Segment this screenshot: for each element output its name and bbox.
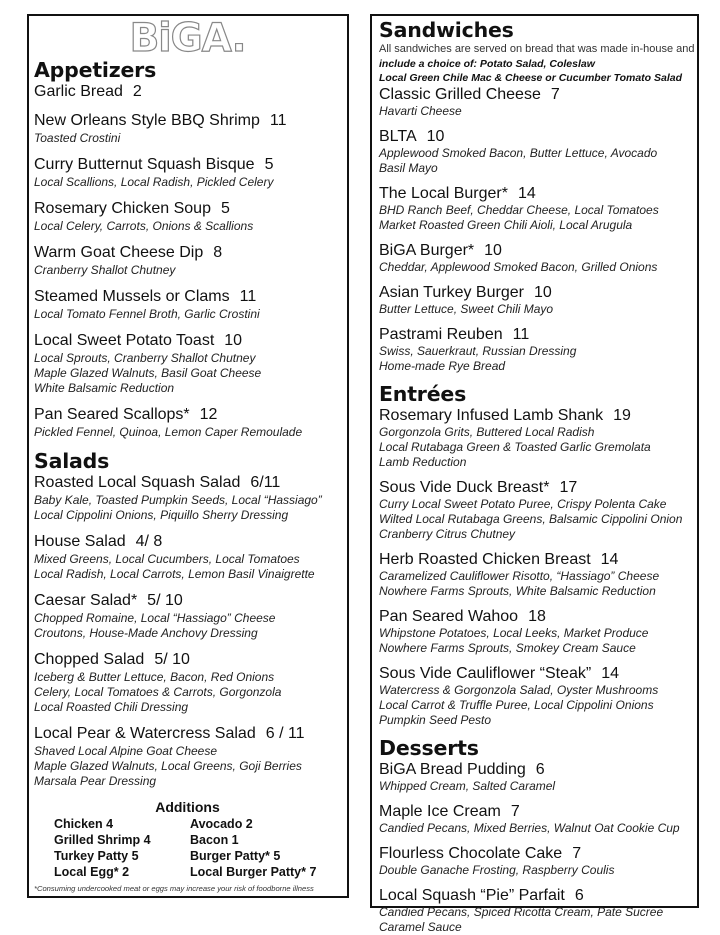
menu-item (379, 325, 691, 374)
menu-item (34, 199, 341, 234)
additions-list (34, 816, 341, 880)
item-description: Local Celery, Carrots, Onions & Scallions (34, 219, 254, 233)
menu-item (379, 241, 691, 275)
item-price: 11 (269, 112, 287, 129)
section-title: Entrées (379, 382, 467, 406)
item-name-line (379, 406, 691, 425)
item-description: Whipstone Potatoes, Local Leeks, Market Produce (379, 626, 649, 640)
menu-item (379, 283, 691, 317)
item-price: 14 (601, 665, 620, 682)
right-menu-panel (370, 14, 699, 934)
item-name: Local Sweet Potato Toast (34, 332, 215, 349)
section-title: Desserts (379, 736, 479, 760)
item-price: 18 (528, 608, 546, 625)
item-description: Watercress & Gorgonzola Salad, Oyster Mushrooms (379, 683, 659, 697)
item-price: 14 (600, 551, 619, 568)
section-sandwiches (379, 18, 695, 374)
menu-item (379, 184, 691, 233)
item-description: Lamb Reduction (379, 455, 467, 469)
menu-item (379, 478, 691, 542)
item-name: Asian Turkey Burger (379, 284, 524, 301)
menu-item (379, 760, 691, 794)
item-name: Steamed Mussels or Clams (34, 288, 230, 305)
item-description: Chopped Romaine, Local “Hassiago” Cheese (34, 611, 276, 625)
item-description: Local Roasted Chili Dressing (34, 700, 189, 714)
item-description: Celery, Local Tomatoes & Carrots, Gorgonzola (34, 685, 282, 699)
item-description: Marsala Pear Dressing (34, 774, 157, 788)
item-name-line (379, 241, 691, 260)
item-price: 19 (613, 407, 631, 424)
item-price: 5/ 10 (147, 592, 183, 609)
item-name-line (34, 532, 341, 552)
addition-item: Chicken 4 (54, 817, 114, 831)
item-name-line (34, 111, 341, 131)
section-entres (379, 382, 691, 728)
item-name: Caesar Salad* (34, 592, 138, 609)
item-name: Pastrami Reuben (379, 326, 503, 343)
item-name: Curry Butternut Squash Bisque (34, 156, 255, 173)
item-description: Nowhere Farms Sprouts, Smokey Cream Sauce (379, 641, 636, 655)
addition-item: Avocado 2 (190, 817, 253, 831)
menu-item (379, 886, 691, 935)
item-price: 11 (512, 326, 530, 343)
item-description: Shaved Local Alpine Goat Cheese (34, 744, 218, 758)
item-name-line (379, 760, 691, 779)
sandwich-note: include a choice of: Potato Salad, Coleslaw (379, 58, 595, 70)
item-price: 4/ 8 (135, 533, 163, 550)
item-description: Home-made Rye Bread (379, 359, 506, 373)
item-name: Rosemary Infused Lamb Shank (379, 407, 604, 424)
item-price: 6 (535, 761, 545, 778)
sandwich-note: All sandwiches are served on bread that was made in-house and (379, 43, 695, 55)
item-description: Wilted Local Rutabaga Greens, Balsamic Cippolini Onion (379, 512, 683, 526)
item-price: 6 / 11 (265, 725, 305, 742)
menu-item (34, 287, 341, 322)
item-description: Local Scallions, Local Radish, Pickled Celery (34, 175, 274, 189)
menu-item (34, 111, 341, 146)
item-description: Butter Lettuce, Sweet Chili Mayo (379, 302, 554, 316)
item-price: 11 (239, 288, 257, 305)
item-description: White Balsamic Reduction (34, 381, 175, 395)
menu-item (379, 406, 691, 470)
item-name-line (34, 155, 341, 175)
item-name-line (34, 243, 341, 263)
item-price: 10 (224, 332, 243, 349)
item-price: 10 (426, 128, 445, 145)
item-price: 2 (132, 83, 142, 100)
menu-item (34, 331, 341, 396)
item-description: Caramel Sauce (379, 920, 462, 934)
item-price: 14 (517, 185, 536, 202)
item-description: Toasted Crostini (34, 131, 121, 145)
item-name: Pan Seared Wahoo (379, 608, 519, 625)
item-description: Havarti Cheese (379, 104, 462, 118)
menu-item (379, 85, 691, 119)
item-price: 7 (572, 845, 582, 862)
menu-item (379, 607, 691, 656)
section-title: Sandwiches (379, 18, 514, 42)
right-sections (379, 18, 695, 935)
item-name: Rosemary Chicken Soup (34, 200, 211, 217)
item-description: Applewood Smoked Bacon, Butter Lettuce, Avocado (379, 146, 658, 160)
item-description: Swiss, Sauerkraut, Russian Dressing (379, 344, 577, 358)
menu-item (379, 802, 691, 836)
item-name-line (34, 650, 341, 670)
item-price: 6 (574, 887, 584, 904)
item-name: The Local Burger* (379, 185, 508, 202)
item-name: Roasted Local Squash Salad (34, 474, 241, 491)
section-desserts (379, 736, 691, 935)
additions-title: Additions (155, 799, 220, 815)
section-salads (34, 449, 341, 789)
item-description: Baby Kale, Toasted Pumpkin Seeds, Local “Hassiago” (34, 493, 322, 507)
item-description: Cheddar, Applewood Smoked Bacon, Grilled Onions (379, 260, 658, 274)
item-description: Cranberry Shallot Chutney (34, 263, 176, 277)
item-name-line (379, 478, 691, 497)
section-appetizers (34, 58, 341, 440)
menu-item (379, 127, 691, 176)
item-name: Maple Ice Cream (379, 803, 501, 820)
item-description: Cranberry Citrus Chutney (379, 527, 516, 541)
addition-item: Turkey Patty 5 (54, 849, 139, 863)
item-price: 5 (264, 156, 274, 173)
item-description: Basil Mayo (379, 161, 438, 175)
addition-item: Local Burger Patty* 7 (190, 865, 317, 879)
menu-item (34, 473, 341, 523)
item-name-line (34, 591, 341, 611)
item-description: Whipped Cream, Salted Caramel (379, 779, 556, 793)
menu-item (34, 82, 341, 102)
item-name: Local Squash “Pie” Parfait (379, 887, 565, 904)
item-price: 12 (199, 406, 218, 423)
item-name: Warm Goat Cheese Dip (34, 244, 204, 261)
menu-item (379, 550, 691, 599)
sandwich-note: Local Green Chile Mac & Cheese or Cucumber Tomato Salad (379, 72, 683, 84)
item-price: 8 (213, 244, 223, 261)
item-price: 6/11 (250, 474, 281, 491)
item-name: BLTA (379, 128, 417, 145)
item-name: Chopped Salad (34, 651, 145, 668)
item-name-line (379, 664, 691, 683)
item-name: Pan Seared Scallops* (34, 406, 190, 423)
item-description: Gorgonzola Grits, Buttered Local Radish (379, 425, 595, 439)
left-sections (34, 58, 341, 789)
item-name-line (34, 724, 341, 744)
item-name-line (379, 607, 691, 626)
item-name-line (379, 85, 691, 104)
addition-item: Grilled Shrimp 4 (54, 833, 151, 847)
item-description: Candied Pecans, Mixed Berries, Walnut Oat Cookie Cup (379, 821, 680, 835)
item-name-line (34, 199, 341, 219)
menu-item (379, 664, 691, 728)
item-description: BHD Ranch Beef, Cheddar Cheese, Local Tomatoes (379, 203, 659, 217)
footnote: *Consuming undercooked meat or eggs may increase your risk of foodborne illness (34, 884, 314, 893)
item-description: Candied Pecans, Spiced Ricotta Cream, Pate Sucree (379, 905, 664, 919)
item-name: Classic Grilled Cheese (379, 86, 541, 103)
item-name-line (34, 473, 341, 493)
item-name-line (379, 184, 691, 203)
item-name-line (34, 82, 341, 102)
biga-logo: BiGA. (129, 16, 246, 61)
item-description: Caramelized Cauliflower Risotto, “Hassiago” Cheese (379, 569, 660, 583)
item-name-line (379, 550, 691, 569)
item-name: Garlic Bread (34, 83, 123, 100)
item-name-line (34, 331, 341, 351)
item-description: Local Rutabaga Green & Toasted Garlic Gremolata (379, 440, 651, 454)
menu-item (34, 650, 341, 715)
item-price: 17 (559, 479, 578, 496)
item-description: Local Cippolini Onions, Piquillo Sherry Dressing (34, 508, 289, 522)
item-name: Sous Vide Cauliflower “Steak” (379, 665, 592, 682)
item-name-line (34, 287, 341, 307)
item-description: Double Ganache Frosting, Raspberry Coulis (379, 863, 615, 877)
menu-item (34, 532, 341, 582)
menu-item (34, 591, 341, 641)
item-description: Local Tomato Fennel Broth, Garlic Crostini (34, 307, 260, 321)
item-name-line (379, 844, 691, 863)
item-price: 5/ 10 (154, 651, 190, 668)
item-name: New Orleans Style BBQ Shrimp (34, 112, 260, 129)
item-description: Local Sprouts, Cranberry Shallot Chutney (34, 351, 256, 365)
item-price: 10 (484, 242, 502, 259)
item-description: Curry Local Sweet Potato Puree, Crispy Polenta Cake (379, 497, 667, 511)
item-price: 10 (533, 284, 552, 301)
item-name: House Salad (34, 533, 126, 550)
item-price: 7 (510, 803, 520, 820)
item-description: Nowhere Farms Sprouts, White Balsamic Reduction (379, 584, 656, 598)
addition-item: Local Egg* 2 (54, 865, 130, 879)
item-price: 7 (550, 86, 560, 103)
item-name: Flourless Chocolate Cake (379, 845, 563, 862)
item-price: 5 (220, 200, 230, 217)
left-menu-panel (27, 14, 349, 898)
menu-item (379, 844, 691, 878)
item-name: BiGA Bread Pudding (379, 761, 526, 778)
item-description: Local Radish, Local Carrots, Lemon Basil Vinaigrette (34, 567, 315, 581)
section-title: Salads (34, 449, 110, 473)
menu-item (34, 724, 341, 789)
item-name-line (379, 886, 691, 905)
item-description: Pumpkin Seed Pesto (379, 713, 492, 727)
item-description: Pickled Fennel, Quinoa, Lemon Caper Remoulade (34, 425, 303, 439)
item-description: Maple Glazed Walnuts, Basil Goat Cheese (34, 366, 262, 380)
item-description: Local Carrot & Truffle Puree, Local Cippolini Onions (379, 698, 654, 712)
item-name-line (379, 283, 691, 302)
item-name: Sous Vide Duck Breast* (379, 479, 550, 496)
item-name: Local Pear & Watercress Salad (34, 725, 256, 742)
item-description: Maple Glazed Walnuts, Local Greens, Goji Berries (34, 759, 302, 773)
item-description: Croutons, House-Made Anchovy Dressing (34, 626, 258, 640)
item-name: BiGA Burger* (379, 242, 475, 259)
item-name-line (379, 802, 691, 821)
item-description: Mixed Greens, Local Cucumbers, Local Tomatoes (34, 552, 300, 566)
item-name-line (34, 405, 341, 425)
item-name-line (379, 325, 691, 344)
menu-item (34, 405, 341, 440)
menu-item (34, 155, 341, 190)
menu-item (34, 243, 341, 278)
item-name: Herb Roasted Chicken Breast (379, 551, 591, 568)
section-title: Appetizers (34, 58, 157, 82)
item-name-line (379, 127, 691, 146)
item-description: Iceberg & Butter Lettuce, Bacon, Red Onions (34, 670, 275, 684)
addition-item: Burger Patty* 5 (190, 849, 281, 863)
addition-item: Bacon 1 (190, 833, 239, 847)
item-description: Market Roasted Green Chili Aioli, Local Arugula (379, 218, 633, 232)
